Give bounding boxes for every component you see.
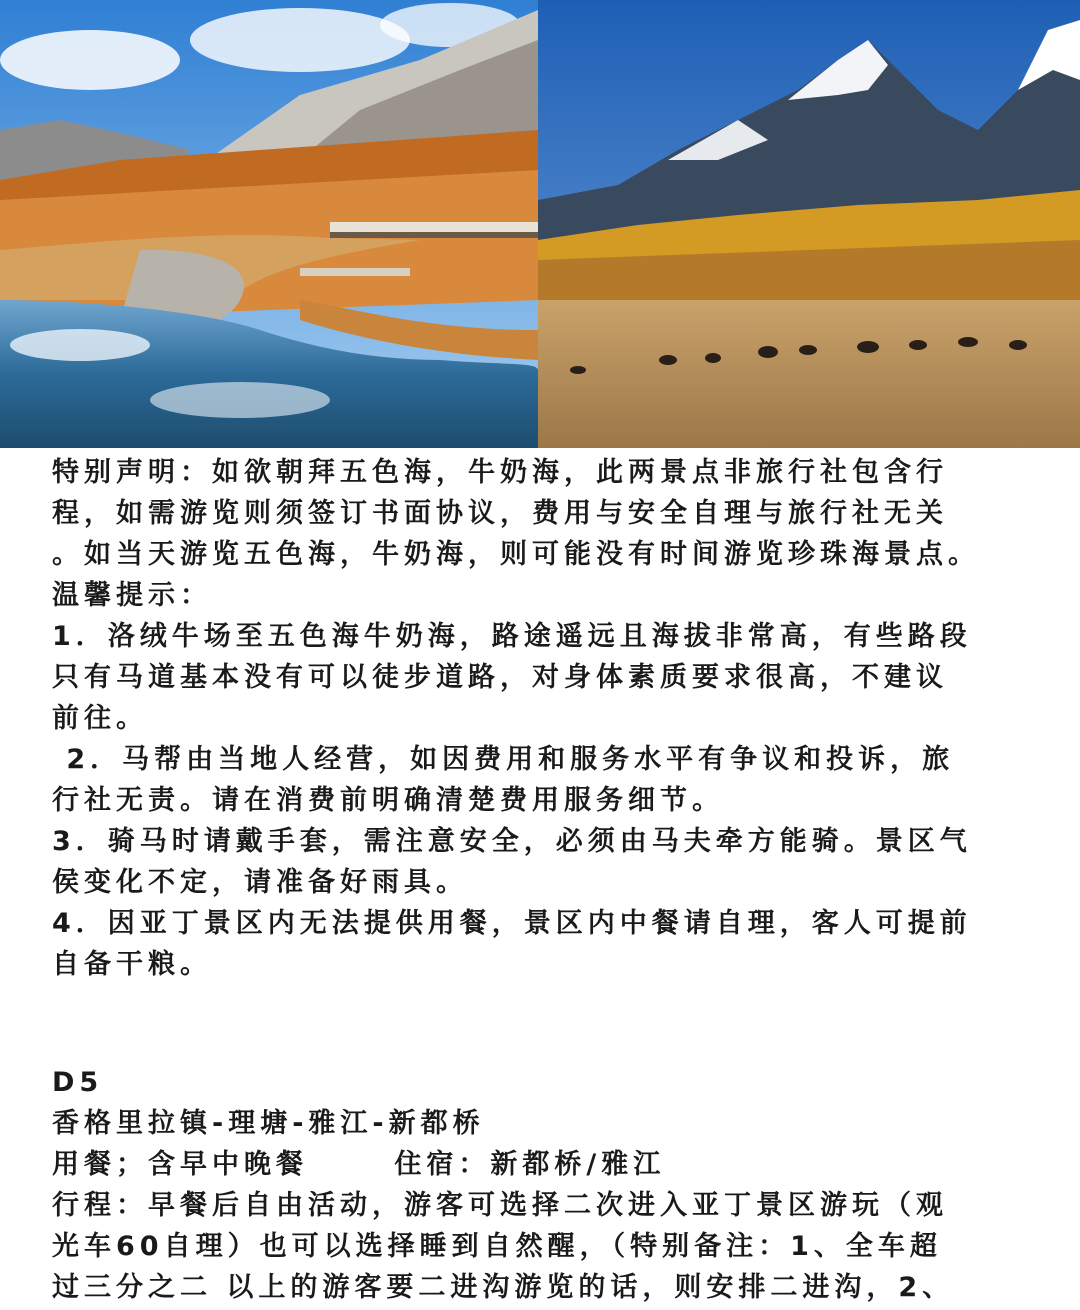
notice-line: 侯变化不定，请准备好雨具。 bbox=[52, 867, 468, 898]
notice-line: 2．马帮由当地人经营，如因费用和服务水平有争议和投诉，旅 bbox=[52, 744, 955, 775]
schedule bbox=[52, 1185, 1062, 1308]
notice-line: 4．因亚丁景区内无法提供用餐，景区内中餐请自理，客人可提前 bbox=[52, 908, 972, 939]
schedule-line: 过三分之二 以上的游客要二进沟游览的话，则安排二进沟，2、 bbox=[52, 1272, 955, 1303]
day-label: D5 bbox=[52, 1067, 104, 1098]
special-notice bbox=[52, 452, 1062, 985]
notice-line: 特别声明：如欲朝拜五色海，牛奶海，此两景点非旅行社包含行 bbox=[52, 457, 948, 488]
meals-lodging-line: 用餐；含早中晚餐 住宿：新都桥/雅江 bbox=[52, 1149, 666, 1180]
notice-line: 程，如需游览则须签订书面协议，费用与安全自理与旅行社无关 bbox=[52, 498, 948, 529]
notice-line: 1．洛绒牛场至五色海牛奶海，路途遥远且海拔非常高，有些路段 bbox=[52, 621, 972, 652]
route-line: 香格里拉镇-理塘-雅江-新都桥 bbox=[52, 1108, 485, 1139]
notice-line: 前往。 bbox=[52, 703, 148, 734]
snow-mountain-photo bbox=[538, 0, 1080, 448]
notice-line: 只有马道基本没有可以徒步道路，对身体素质要求很高，不建议 bbox=[52, 662, 948, 693]
notice-line: 。如当天游览五色海，牛奶海，则可能没有时间游览珍珠海景点。 bbox=[52, 539, 980, 570]
notice-line: 3．骑马时请戴手套，需注意安全，必须由马夫牵方能骑。景区气 bbox=[52, 826, 972, 857]
notice-line: 温馨提示： bbox=[52, 580, 212, 611]
wetland-photo bbox=[0, 0, 538, 448]
notice-line: 行社无责。请在消费前明确清楚费用服务细节。 bbox=[52, 785, 724, 816]
schedule-line: 光车60自理）也可以选择睡到自然醒，（特别备注：1、全车超 bbox=[52, 1231, 942, 1262]
schedule-line: 行程：早餐后自由活动，游客可选择二次进入亚丁景区游玩（观 bbox=[52, 1190, 948, 1221]
photo-strip bbox=[0, 0, 1080, 448]
notice-line: 自备干粮。 bbox=[52, 949, 212, 980]
itinerary-day5 bbox=[52, 1062, 1062, 1308]
